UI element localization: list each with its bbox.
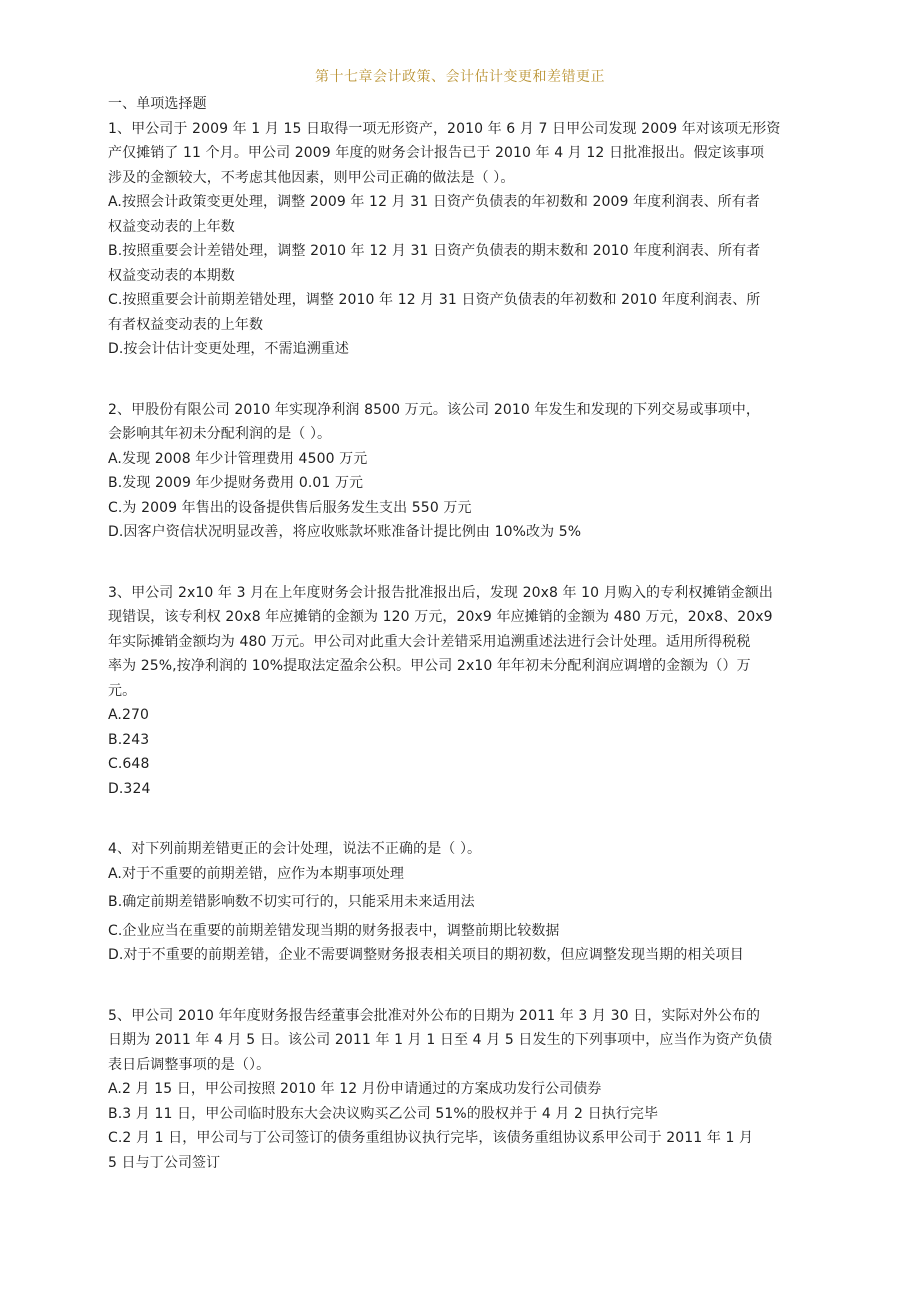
option-b-line: 权益变动表的本期数 (108, 267, 235, 284)
option-d-line: D.因客户资信状况明显改善，将应收账款坏账准备计提比例由 10%改为 5% (108, 524, 582, 540)
option-b-line: B.发现 2009 年少提财务费用 0.01 万元 (108, 475, 364, 491)
spacer (108, 968, 808, 1004)
option-c-line: C.648 (108, 756, 150, 772)
question-text-line: 3、甲公司 2x10 年 3 月在上年度财务会计报告批准报出后，发现 20x8 年 10 月购入的专利权摊销金额出 (108, 584, 773, 601)
option-b-line: B.3 月 11 日，甲公司临时股东大会决议购买乙公司 51%的股权并于 4 月 2 日执行完毕 (108, 1105, 659, 1122)
question-3 (108, 581, 808, 802)
option-b-line: B.按照重要会计差错处理，调整 2010 年 12 月 31 日资产负债表的期末数和 2010 年度利润表、所有者 (108, 243, 761, 259)
option-d-line: D.324 (108, 780, 151, 797)
question-text-line: 表日后调整事项的是（）。 (108, 1056, 271, 1073)
question-text-line: 产仅摊销了 11 个月。甲公司 2009 年度的财务会计报告已于 2010 年 4 月 12 日批准报出。假定该事项 (108, 145, 765, 161)
option-a-line: A.270 (108, 707, 150, 723)
option-c-line: 5 日与丁公司签订 (108, 1154, 221, 1171)
spacer (108, 545, 808, 581)
question-4 (108, 837, 808, 968)
question-5 (108, 1004, 808, 1176)
option-a-line: A.对于不重要的前期差错，应作为本期事项处理 (108, 865, 404, 882)
document-body (108, 92, 808, 1175)
question-text-line: 5、甲公司 2010 年年度财务报告经董事会批准对外公布的日期为 2011 年 3 月 30 日，实际对外公布的 (108, 1007, 761, 1024)
question-text-line: 4、对下列前期差错更正的会计处理，说法不正确的是（ ）。 (108, 841, 482, 857)
option-c-line: C.2 月 1 日，甲公司与丁公司签订的债务重组协议执行完毕，该债务重组协议系甲公司于 2011 年 1 月 (108, 1130, 754, 1146)
option-c-line: C.企业应当在重要的前期差错发现当期的财务报表中，调整前期比较数据 (108, 922, 560, 939)
option-a-line: A.2 月 15 日，甲公司按照 2010 年 12 月份申请通过的方案成功发行公司债券 (108, 1081, 602, 1097)
question-text-line: 现错误，该专利权 20x8 年应摊销的金额为 120 万元，20x9 年应摊销的金额为 480 万元，20x8、20x9 (108, 609, 773, 625)
question-text-line: 元。 (108, 682, 137, 699)
spacer (108, 362, 808, 398)
option-d-line: D.按会计估计变更处理，不需追溯重述 (108, 341, 350, 357)
option-c-line: 有者权益变动表的上年数 (108, 316, 264, 333)
question-text-line: 涉及的金额较大，不考虑其他因素，则甲公司正确的做法是（ ）。 (108, 169, 515, 186)
question-text-line: 年实际摊销金额均为 480 万元。甲公司对此重大会计差错采用追溯重述法进行会计处理。适用所得税税 (108, 633, 751, 650)
section-heading: 一、单项选择题 (108, 96, 207, 112)
question-text-line: 日期为 2011 年 4 月 5 日。该公司 2011 年 1 月 1 日至 4 月 5 日发生的下列事项中，应当作为资产负债 (108, 1032, 773, 1048)
question-2 (108, 398, 808, 545)
question-text-line: 会影响其年初未分配利润的是（ ）。 (108, 426, 332, 442)
option-d-line: D.对于不重要的前期差错，企业不需要调整财务报表相关项目的期初数，但应调整发现当期的相关项目 (108, 947, 744, 963)
option-c-line: C.按照重要会计前期差错处理，调整 2010 年 12 月 31 日资产负债表的年初数和 2010 年度利润表、所 (108, 292, 761, 308)
chapter-title: 第十七章会计政策、会计估计变更和差错更正 (315, 69, 605, 85)
option-b-line: B.243 (108, 731, 150, 748)
question-text-line: 2、甲股份有限公司 2010 年实现净利润 8500 万元。该公司 2010 年发生和发现的下列交易或事项中， (108, 401, 760, 418)
option-b-line: B.确定前期差错影响数不切实可行的，只能采用未来适用法 (108, 894, 475, 910)
question-text-line: 率为 25%,按净利润的 10%提取法定盈余公积。甲公司 2x10 年年初未分配利润应调增的金额为（）万 (108, 658, 751, 674)
option-c-line: C.为 2009 年售出的设备提供售后服务发生支出 550 万元 (108, 499, 472, 516)
question-text-line: 1、甲公司于 2009 年 1 月 15 日取得一项无形资产，2010 年 6 月 7 日甲公司发现 2009 年对该项无形资 (108, 120, 781, 137)
option-a-line: A.发现 2008 年少计管理费用 4500 万元 (108, 450, 368, 467)
option-a-line: 权益变动表的上年数 (108, 218, 235, 235)
option-a-line: A.按照会计政策变更处理，调整 2009 年 12 月 31 日资产负债表的年初数和 2009 年度利润表、所有者 (108, 194, 760, 210)
question-1 (108, 117, 808, 362)
spacer (108, 801, 808, 837)
